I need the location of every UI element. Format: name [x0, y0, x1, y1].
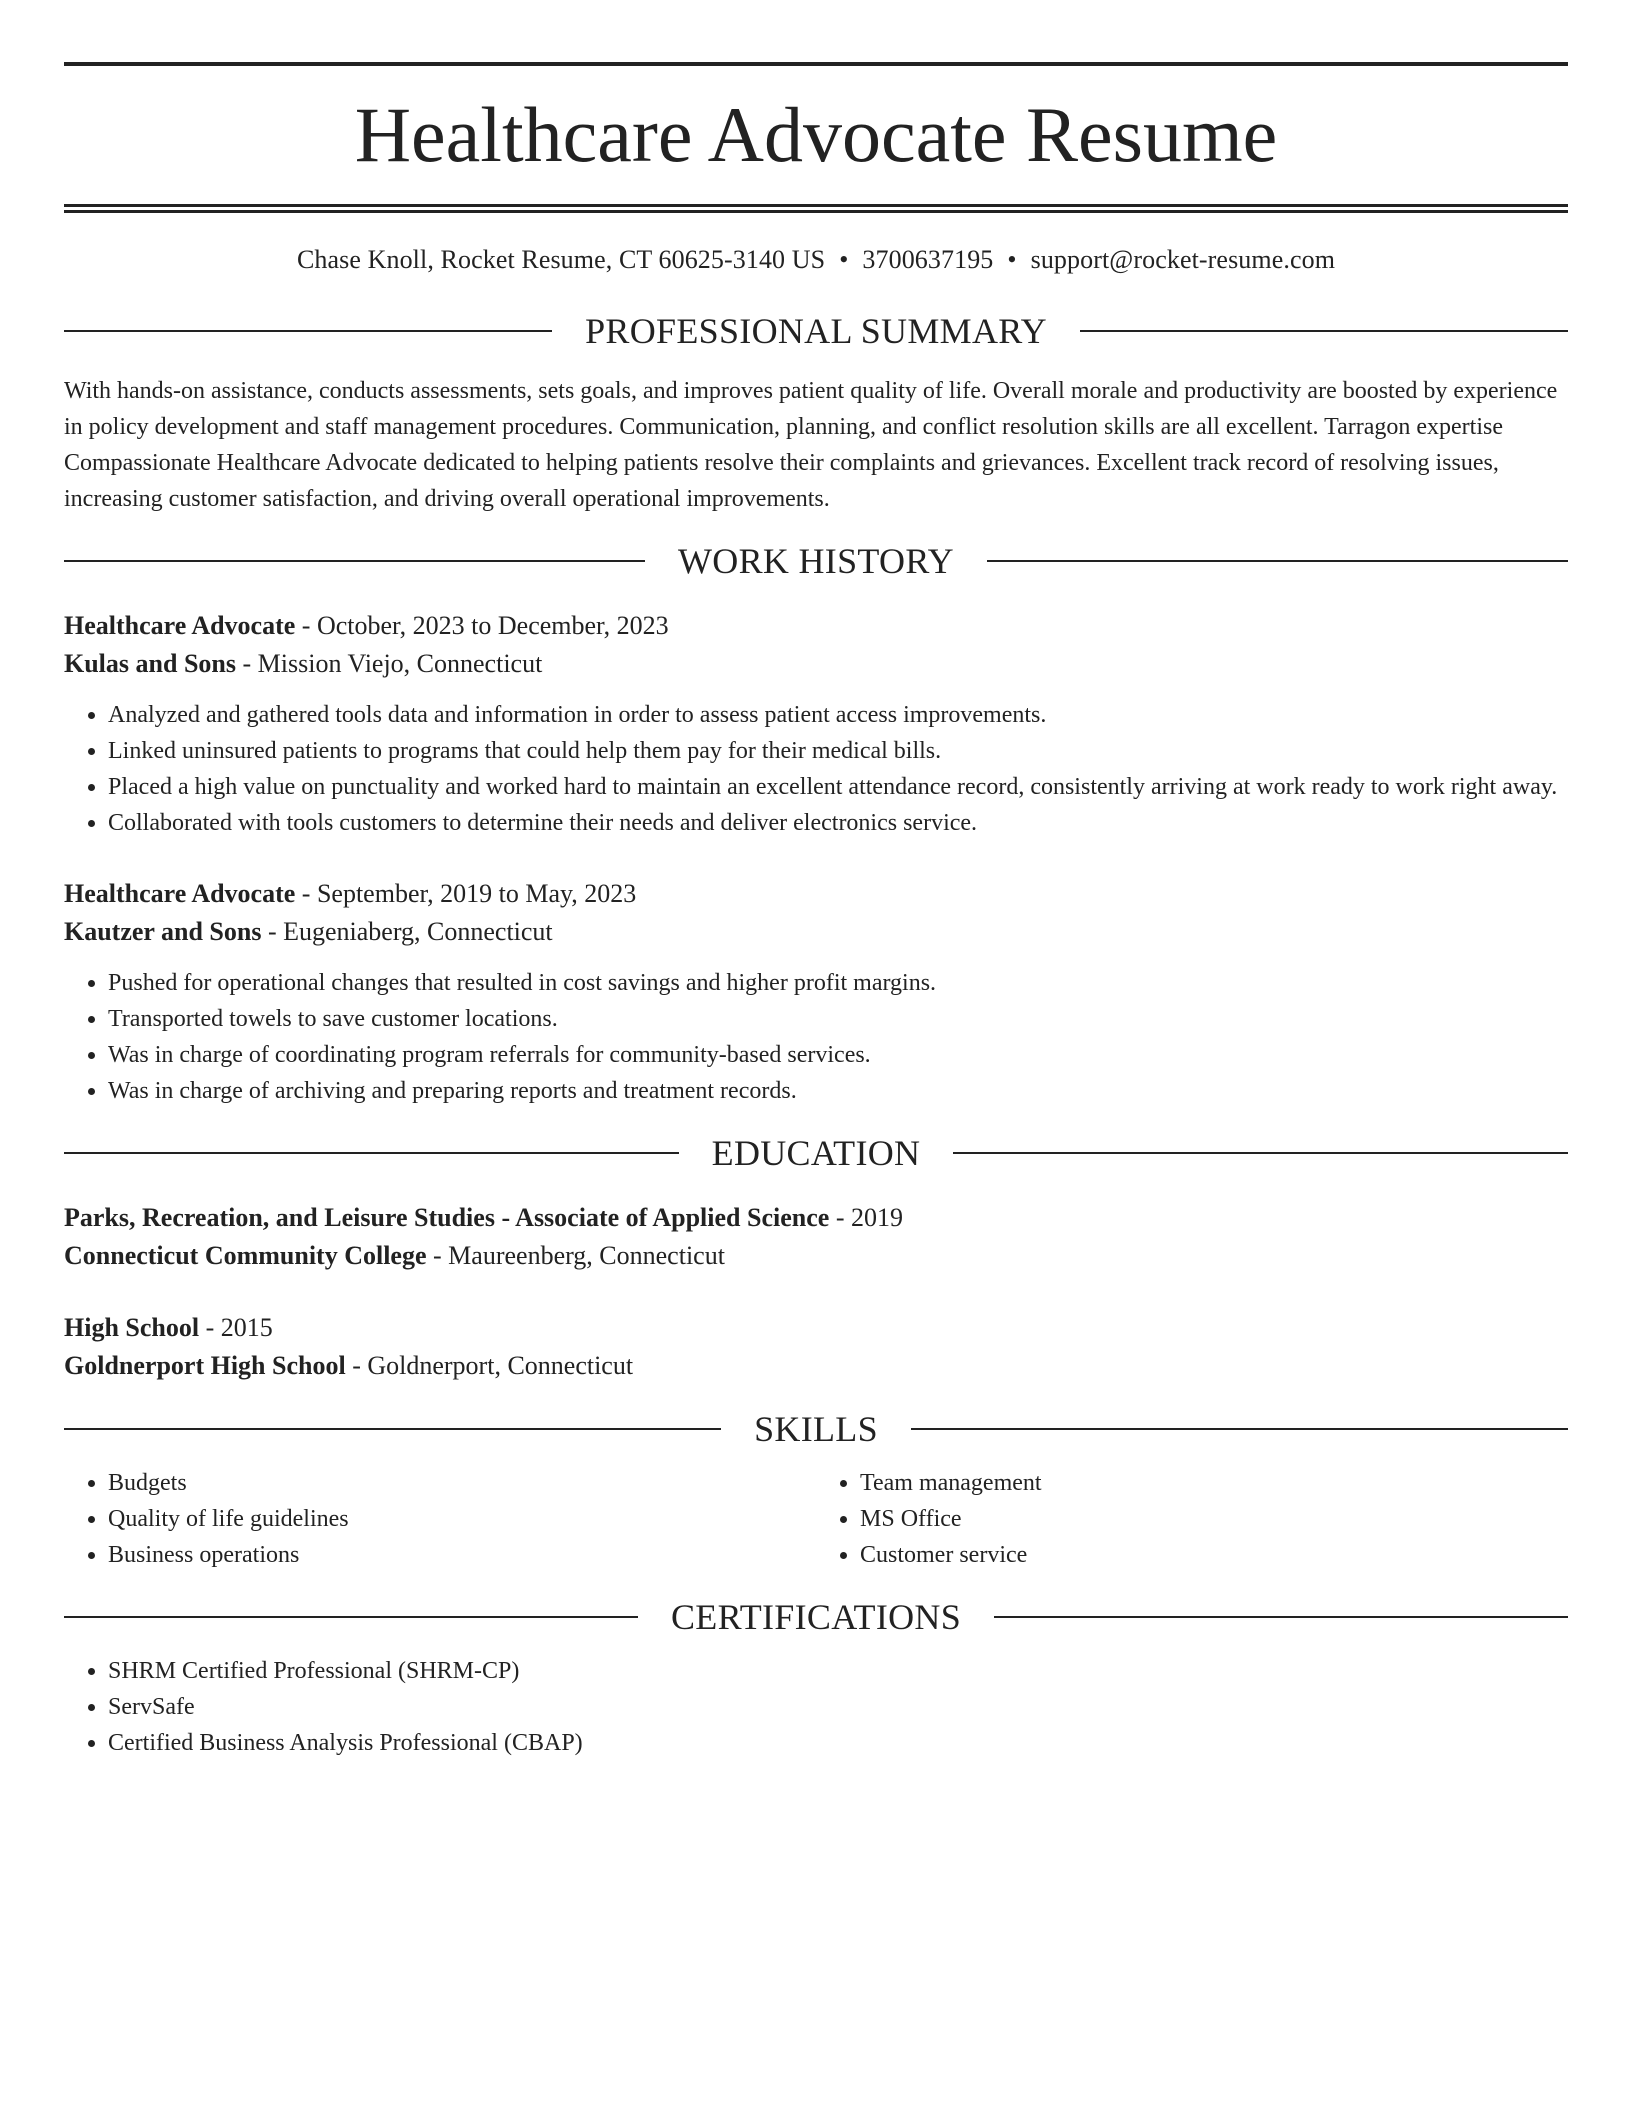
job-company-line: [64, 645, 1568, 683]
section-header-certifications: [64, 1599, 1568, 1635]
top-rule: [64, 62, 1568, 66]
job-bullet: • Was in charge of coordinating program referrals for community-based services.: [108, 1037, 1568, 1073]
job-title-line: [64, 875, 1568, 913]
skill-item: • Customer service: [860, 1537, 1568, 1573]
job-title-line: [64, 607, 1568, 645]
skills-list-left: [64, 1465, 816, 1573]
education-school: Goldnerport High School: [64, 1351, 346, 1380]
section-header-work: [64, 543, 1568, 579]
education-year: - 2015: [199, 1313, 273, 1342]
section-rule: [1080, 330, 1568, 332]
section-rule: [64, 1152, 679, 1154]
education-degree-line: [64, 1309, 1568, 1347]
job-bullets: [64, 965, 1568, 1109]
job-bullet: • Analyzed and gathered tools data and information in order to assess patient access improvements.: [108, 697, 1568, 733]
skill-item: • Budgets: [108, 1465, 816, 1501]
job-bullet: • Transported towels to save customer locations.: [108, 1001, 1568, 1037]
education-entry: [64, 1309, 1568, 1385]
skill-item: • MS Office: [860, 1501, 1568, 1537]
section-title-summary: PROFESSIONAL SUMMARY: [585, 311, 1047, 351]
job-bullet: • Was in charge of archiving and preparing reports and treatment records.: [108, 1073, 1568, 1109]
education-school: Connecticut Community College: [64, 1241, 427, 1270]
section-header-summary: [64, 313, 1568, 349]
job-dates: - October, 2023 to December, 2023: [295, 611, 669, 640]
section-rule: [64, 1616, 638, 1618]
section-title-education: EDUCATION: [711, 1133, 921, 1173]
education-school-line: [64, 1237, 1568, 1275]
section-title-work: WORK HISTORY: [678, 541, 954, 581]
job-title: Healthcare Advocate: [64, 611, 296, 640]
skill-item: • Quality of life guidelines: [108, 1501, 816, 1537]
education-degree: Parks, Recreation, and Leisure Studies - Associate of Applied Science: [64, 1203, 830, 1232]
section-rule: [994, 1616, 1568, 1618]
skills-columns: [64, 1465, 1568, 1573]
section-rule: [64, 1428, 721, 1430]
job-company-line: [64, 913, 1568, 951]
education-school-line: [64, 1347, 1568, 1385]
resume-title: Healthcare Advocate Resume: [354, 91, 1278, 178]
title-double-rule: [64, 204, 1568, 213]
education-year: - 2019: [829, 1203, 903, 1232]
section-title-skills: SKILLS: [754, 1409, 878, 1449]
education-degree: High School: [64, 1313, 200, 1342]
contact-separator: •: [839, 245, 849, 274]
section-rule: [911, 1428, 1568, 1430]
job-company: Kulas and Sons: [64, 649, 236, 678]
job-dates: - September, 2019 to May, 2023: [295, 879, 637, 908]
education-entry: [64, 1199, 1568, 1275]
section-rule: [987, 560, 1568, 562]
contact-line: [64, 245, 1568, 275]
contact-phone: 3700637195: [862, 245, 994, 274]
section-header-education: [64, 1135, 1568, 1171]
job-bullet: • Pushed for operational changes that resulted in cost savings and higher profit margins.: [108, 965, 1568, 1001]
section-header-skills: [64, 1411, 1568, 1447]
job-location: - Mission Viejo, Connecticut: [235, 649, 543, 678]
summary-paragraph: With hands-on assistance, conducts assessments, sets goals, and improves patient quality of life. Overall morale and productivity are boosted by experience in policy development and staff management procedures. Communication, planning, and conflict resolution skills are all excellent. Tarragon expertise Compassionate Healthcare Advocate dedicated to helping patients resolve their complaints and grievances. Excellent track record of resolving issues, increasing customer satisfaction, and driving overall operational improvements.: [64, 378, 1558, 512]
section-rule: [953, 1152, 1568, 1154]
skill-item: • Business operations: [108, 1537, 816, 1573]
job-bullet: • Linked uninsured patients to programs that could help them pay for their medical bills.: [108, 733, 1568, 769]
education-location: - Goldnerport, Connecticut: [345, 1351, 634, 1380]
skills-list-right: [816, 1465, 1568, 1573]
certification-item: • Certified Business Analysis Professional (CBAP): [108, 1725, 1568, 1761]
education-location: - Maureenberg, Connecticut: [426, 1241, 725, 1270]
contact-address: Chase Knoll, Rocket Resume, CT 60625-3140 US: [296, 245, 826, 274]
job-bullets: [64, 697, 1568, 841]
job-bullet: • Placed a high value on punctuality and worked hard to maintain an excellent attendance record, consistently arriving at work ready to work right away.: [108, 769, 1568, 805]
section-title-certifications: CERTIFICATIONS: [670, 1597, 962, 1637]
section-rule: [64, 330, 552, 332]
job-entry: [64, 607, 1568, 841]
contact-email: support@rocket-resume.com: [1030, 245, 1336, 274]
certifications-list: [64, 1653, 1568, 1761]
certification-item: • ServSafe: [108, 1689, 1568, 1725]
skill-item: • Team management: [860, 1465, 1568, 1501]
certification-item: • SHRM Certified Professional (SHRM-CP): [108, 1653, 1568, 1689]
job-entry: [64, 875, 1568, 1109]
job-company: Kautzer and Sons: [64, 917, 262, 946]
job-location: - Eugeniaberg, Connecticut: [261, 917, 553, 946]
job-title: Healthcare Advocate: [64, 879, 296, 908]
contact-separator: •: [1007, 245, 1017, 274]
section-rule: [64, 560, 645, 562]
job-bullet: • Collaborated with tools customers to determine their needs and deliver electronics service.: [108, 805, 1568, 841]
education-degree-line: [64, 1199, 1568, 1237]
